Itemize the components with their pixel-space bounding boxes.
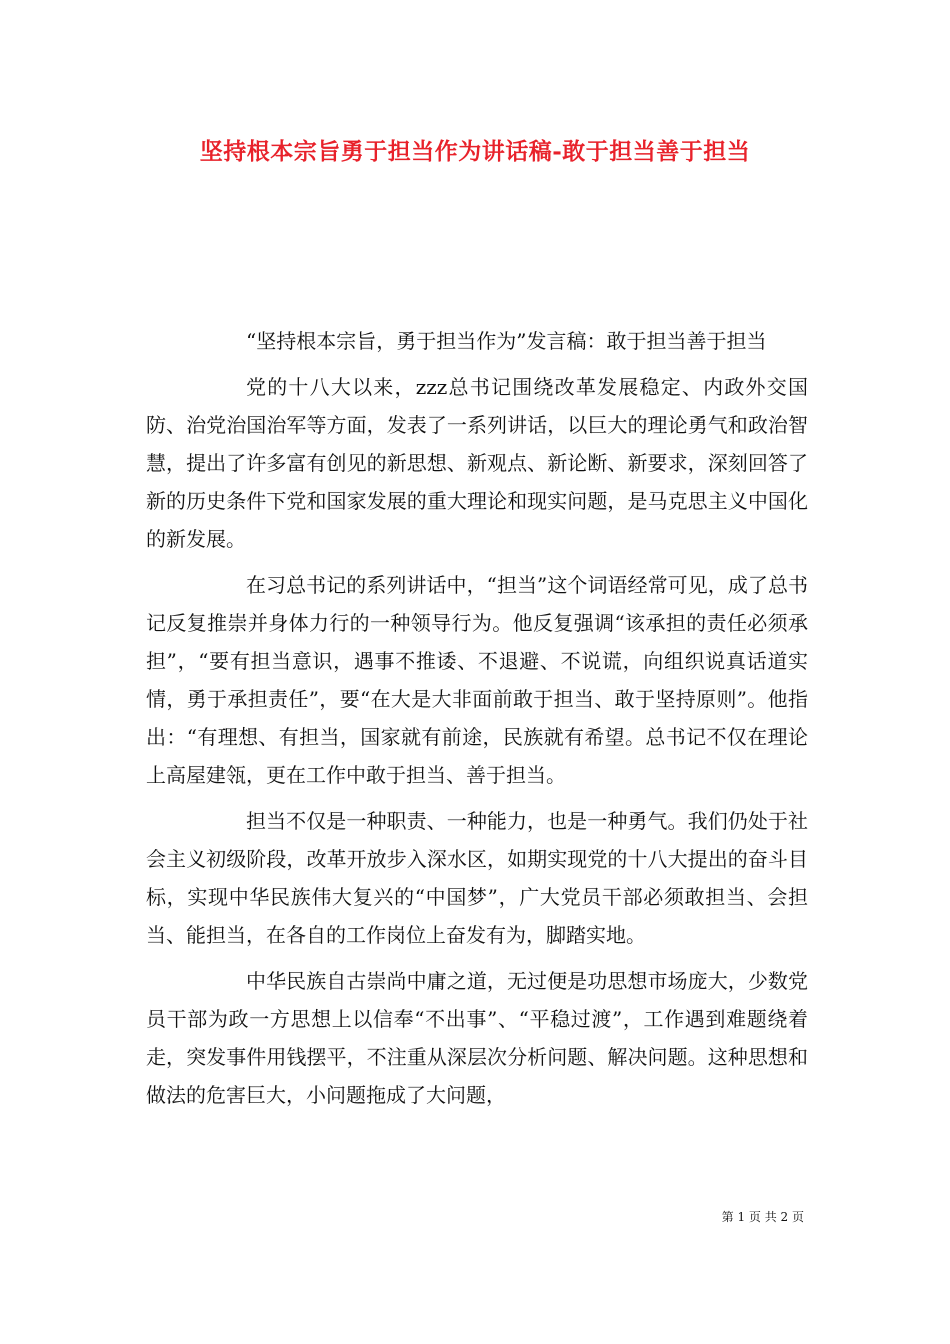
paragraph: 担当不仅是一种职责、一种能力，也是一种勇气。我们仍处于社会主义初级阶段，改革开放步入深水区，如期实现党的十八大提出的奋斗目标，实现中华民族伟大复兴的“中国梦”，广大党员干部必须敢担当、会担当、能担当，在各自的工作岗位上奋发有为，脚踏实地。: [146, 809, 808, 947]
page-number-footer: 第 1 页 共 2 页: [721, 1210, 804, 1224]
paragraph: 在习总书记的系列讲话中，“担当”这个词语经常可见，成了总书记反复推崇并身体力行的一种领导行为。他反复强调“该承担的责任必须承担”，“要有担当意识，遇事不推诿、不退避、不说谎，向组织说真话道实情，勇于承担责任”，要“在大是大非面前敢于担当、敢于坚持原则”。他指出：“有理想、有担当，国家就有前途，民族就有希望。总书记不仅在理论上高屋建瓴，更在工作中敢于担当、善于担当。: [146, 573, 808, 787]
paragraph: 党的十八大以来，zzz总书记围绕改革发展稳定、内政外交国防、治党治国治军等方面，发表了一系列讲话，以巨大的理论勇气和政治智慧，提出了许多富有创见的新思想、新观点、新论断、新要求，深刻回答了新的历史条件下党和国家发展的重大理论和现实问题，是马克思主义中国化的新发展。: [146, 375, 808, 551]
paragraph-subtitle: “坚持根本宗旨，勇于担当作为”发言稿：敢于担当善于担当: [246, 329, 767, 353]
document-body: [146, 322, 808, 1122]
paragraph: 中华民族自古崇尚中庸之道，无过便是功思想市场庞大，少数党员干部为政一方思想上以信奉“不出事”、“平稳过渡”，工作遇到难题绕着走，突发事件用钱摆平，不注重从深层次分析问题、解决问题。这种思想和做法的危害巨大，小问题拖成了大问题，: [146, 969, 808, 1107]
document-title: 坚持根本宗旨勇于担当作为讲话稿-敢于担当善于担当: [199, 138, 751, 165]
